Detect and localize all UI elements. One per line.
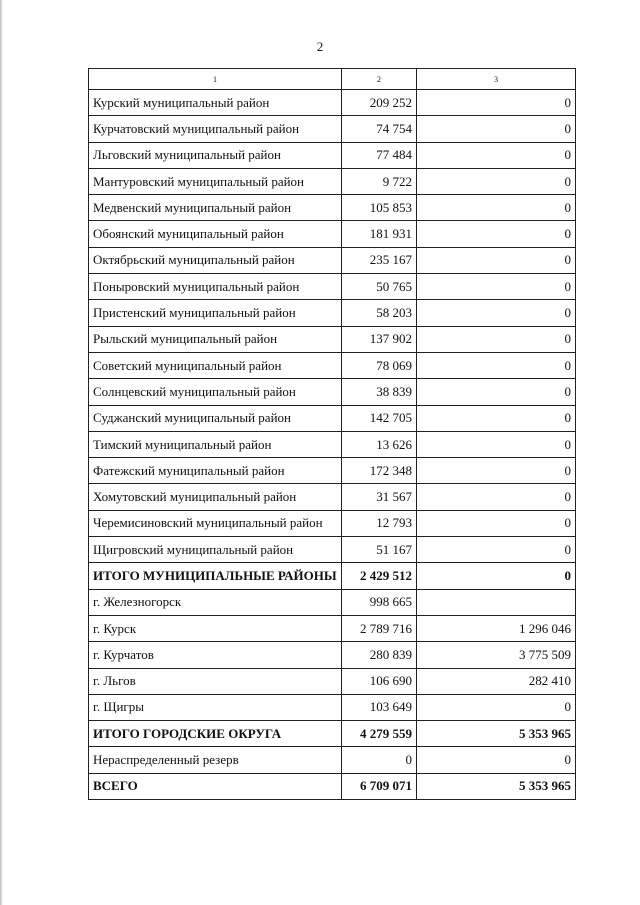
row-name: Курский муниципальный район bbox=[89, 90, 342, 116]
row-col-2: 280 839 bbox=[342, 642, 417, 668]
table-row bbox=[89, 300, 576, 326]
row-col-2: 4 279 559 bbox=[342, 721, 417, 747]
row-col-2: 137 902 bbox=[342, 326, 417, 352]
row-name: Льговский муниципальный район bbox=[89, 142, 342, 168]
row-name: Поныровский муниципальный район bbox=[89, 274, 342, 300]
table-row bbox=[89, 747, 576, 773]
header-col-1: 1 bbox=[89, 69, 342, 90]
row-col-2: 74 754 bbox=[342, 116, 417, 142]
row-col-2: 50 765 bbox=[342, 274, 417, 300]
row-col-3: 0 bbox=[417, 379, 576, 405]
row-col-3: 5 353 965 bbox=[417, 721, 576, 747]
row-name: Фатежский муниципальный район bbox=[89, 458, 342, 484]
row-name: г. Щигры bbox=[89, 694, 342, 720]
table-row bbox=[89, 510, 576, 536]
table-row bbox=[89, 168, 576, 194]
table-row bbox=[89, 379, 576, 405]
row-col-2: 12 793 bbox=[342, 510, 417, 536]
row-name: Медвенский муниципальный район bbox=[89, 195, 342, 221]
row-col-2: 0 bbox=[342, 747, 417, 773]
row-col-3: 0 bbox=[417, 405, 576, 431]
row-col-3: 0 bbox=[417, 458, 576, 484]
row-col-2: 235 167 bbox=[342, 247, 417, 273]
row-col-3: 0 bbox=[417, 142, 576, 168]
row-col-2: 58 203 bbox=[342, 300, 417, 326]
row-col-3: 0 bbox=[417, 90, 576, 116]
row-name: Советский муниципальный район bbox=[89, 352, 342, 378]
row-col-2: 77 484 bbox=[342, 142, 417, 168]
row-name: Солнцевский муниципальный район bbox=[89, 379, 342, 405]
table-row bbox=[89, 615, 576, 641]
header-col-3: 3 bbox=[417, 69, 576, 90]
row-col-2: 6 709 071 bbox=[342, 773, 417, 799]
row-col-3: 0 bbox=[417, 510, 576, 536]
row-name: Черемисиновский муниципальный район bbox=[89, 510, 342, 536]
table-row bbox=[89, 116, 576, 142]
row-col-3: 0 bbox=[417, 116, 576, 142]
row-col-3: 0 bbox=[417, 694, 576, 720]
table-row bbox=[89, 458, 576, 484]
row-name: Хомутовский муниципальный район bbox=[89, 484, 342, 510]
row-col-3: 0 bbox=[417, 247, 576, 273]
row-col-3: 0 bbox=[417, 326, 576, 352]
table-row bbox=[89, 352, 576, 378]
table-row bbox=[89, 405, 576, 431]
row-col-2: 106 690 bbox=[342, 668, 417, 694]
row-name: г. Курск bbox=[89, 615, 342, 641]
row-col-3: 0 bbox=[417, 221, 576, 247]
row-name: Октябрьский муниципальный район bbox=[89, 247, 342, 273]
row-col-3: 0 bbox=[417, 168, 576, 194]
row-col-2: 103 649 bbox=[342, 694, 417, 720]
table-total-row bbox=[89, 563, 576, 589]
table-row bbox=[89, 142, 576, 168]
row-col-2: 998 665 bbox=[342, 589, 417, 615]
table-row bbox=[89, 537, 576, 563]
row-name: Щигровский муниципальный район bbox=[89, 537, 342, 563]
row-col-2: 31 567 bbox=[342, 484, 417, 510]
table-total-row bbox=[89, 721, 576, 747]
page-number: 2 bbox=[316, 39, 324, 54]
table-row bbox=[89, 668, 576, 694]
row-col-2: 172 348 bbox=[342, 458, 417, 484]
table-row bbox=[89, 589, 576, 615]
table-row bbox=[89, 431, 576, 457]
row-col-2: 142 705 bbox=[342, 405, 417, 431]
row-col-3: 0 bbox=[417, 352, 576, 378]
row-col-2: 181 931 bbox=[342, 221, 417, 247]
row-col-3: 3 775 509 bbox=[417, 642, 576, 668]
row-col-3: 282 410 bbox=[417, 668, 576, 694]
table-row bbox=[89, 247, 576, 273]
row-col-3 bbox=[417, 589, 576, 615]
row-name: Рыльский муниципальный район bbox=[89, 326, 342, 352]
row-col-3: 0 bbox=[417, 563, 576, 589]
row-col-2: 51 167 bbox=[342, 537, 417, 563]
row-col-2: 105 853 bbox=[342, 195, 417, 221]
row-name: г. Льгов bbox=[89, 668, 342, 694]
row-name: Суджанский муниципальный район bbox=[89, 405, 342, 431]
row-name: Тимский муниципальный район bbox=[89, 431, 342, 457]
table-row bbox=[89, 195, 576, 221]
header-col-2: 2 bbox=[342, 69, 417, 90]
row-name: г. Железногорск bbox=[89, 589, 342, 615]
table-header-row bbox=[89, 69, 576, 90]
table-row bbox=[89, 90, 576, 116]
row-col-2: 78 069 bbox=[342, 352, 417, 378]
budget-table bbox=[88, 68, 576, 800]
row-col-3: 1 296 046 bbox=[417, 615, 576, 641]
row-col-2: 13 626 bbox=[342, 431, 417, 457]
row-col-3: 0 bbox=[417, 195, 576, 221]
row-col-2: 209 252 bbox=[342, 90, 417, 116]
row-col-2: 38 839 bbox=[342, 379, 417, 405]
row-col-2: 2 789 716 bbox=[342, 615, 417, 641]
row-col-3: 0 bbox=[417, 431, 576, 457]
table-row bbox=[89, 642, 576, 668]
row-name: ИТОГО МУНИЦИПАЛЬНЫЕ РАЙОНЫ bbox=[89, 563, 342, 589]
row-col-3: 0 bbox=[417, 300, 576, 326]
scan-edge-shadow bbox=[0, 0, 3, 905]
row-name: г. Курчатов bbox=[89, 642, 342, 668]
row-col-2: 9 722 bbox=[342, 168, 417, 194]
row-col-3: 0 bbox=[417, 537, 576, 563]
table-row bbox=[89, 274, 576, 300]
row-col-2: 2 429 512 bbox=[342, 563, 417, 589]
row-col-3: 0 bbox=[417, 747, 576, 773]
row-name: ИТОГО ГОРОДСКИЕ ОКРУГА bbox=[89, 721, 342, 747]
row-name: Курчатовский муниципальный район bbox=[89, 116, 342, 142]
row-name: Пристенский муниципальный район bbox=[89, 300, 342, 326]
row-col-3: 0 bbox=[417, 484, 576, 510]
row-name: ВСЕГО bbox=[89, 773, 342, 799]
row-name: Мантуровский муниципальный район bbox=[89, 168, 342, 194]
table-row bbox=[89, 694, 576, 720]
table-row bbox=[89, 484, 576, 510]
table-row bbox=[89, 326, 576, 352]
table-row bbox=[89, 221, 576, 247]
row-name: Нераспределенный резерв bbox=[89, 747, 342, 773]
table-total-row bbox=[89, 773, 576, 799]
row-col-3: 5 353 965 bbox=[417, 773, 576, 799]
row-name: Обоянский муниципальный район bbox=[89, 221, 342, 247]
row-col-3: 0 bbox=[417, 274, 576, 300]
